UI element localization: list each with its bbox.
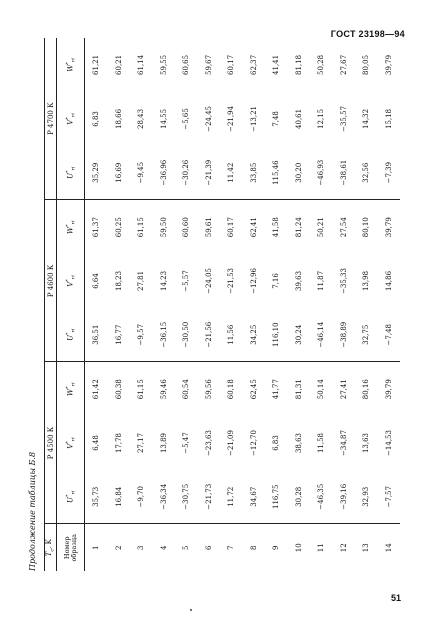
table-cell: 39,63 — [294, 270, 303, 291]
sample-number: 14 — [378, 524, 401, 571]
table-cell: 40,61 — [294, 108, 303, 129]
col-header-v-3: $V^*_{ri}$ — [57, 92, 85, 146]
table-cell: 14,23 — [159, 270, 168, 291]
table-cell: −21,09 — [227, 430, 236, 456]
table-row — [310, 38, 333, 571]
table-cell: 81,18 — [294, 54, 303, 75]
col-header-w-2: $W^*_{ri}$ — [57, 200, 85, 254]
table-cell: 59,67 — [204, 54, 213, 75]
table-cell: −9,70 — [137, 486, 146, 508]
col-header-w-3: $W^*_{ri}$ — [57, 38, 85, 92]
table-cell: 61,42 — [85, 362, 108, 416]
table-cell: −21,39 — [204, 159, 213, 186]
table-cell: 80,10 — [355, 200, 378, 254]
sample-number: 7 — [220, 524, 243, 571]
table-cell: 34,25 — [249, 324, 258, 345]
table-cell: 59,56 — [198, 362, 221, 416]
table-cell: −23,63 — [204, 430, 213, 456]
table-cell: 27,17 — [137, 432, 146, 454]
table-cell: 59,46 — [153, 362, 176, 416]
table-cell: −12,70 — [249, 430, 258, 456]
sample-number: 11 — [310, 524, 333, 571]
table-cell: 59,55 — [159, 54, 168, 75]
table-cell: 59,61 — [198, 200, 221, 254]
table-cell: 36,51 — [92, 324, 101, 345]
table-cell: 41,41 — [272, 54, 281, 75]
sample-number: 6 — [198, 524, 221, 571]
sample-number: 1 — [85, 524, 108, 571]
table-cell: 62,45 — [243, 362, 266, 416]
table-cell: 60,17 — [227, 54, 236, 75]
table-cell: 11,42 — [227, 162, 236, 183]
table-cell: 50,28 — [317, 54, 326, 75]
table-cell: −46,93 — [317, 159, 326, 186]
table-cell: 11,58 — [317, 432, 326, 454]
table-cell: 61,14 — [137, 54, 146, 75]
table-cell: 6,83 — [92, 111, 101, 127]
table-cell: 60,38 — [108, 362, 131, 416]
table-cell: 61,37 — [85, 200, 108, 254]
table-cell: −30,75 — [182, 483, 191, 510]
table-row — [220, 38, 243, 571]
table-cell: −7,48 — [384, 324, 393, 346]
table-cell: 16,84 — [114, 486, 123, 507]
table-cell: 16,69 — [114, 162, 123, 183]
table-cell: 15,18 — [384, 108, 393, 129]
table-row — [85, 38, 108, 571]
table-row — [175, 38, 198, 571]
print-speck — [190, 609, 192, 611]
sample-number: 13 — [355, 524, 378, 571]
table-cell: 11,56 — [227, 324, 236, 345]
table-cell: 62,41 — [243, 200, 266, 254]
sample-number: 4 — [153, 524, 176, 571]
table-cell: 11,72 — [227, 486, 236, 507]
table-cell: 6,48 — [92, 435, 101, 451]
table-cell: 60,60 — [175, 200, 198, 254]
sample-number: 3 — [130, 524, 153, 571]
group-header-4700: Р 4700 К — [45, 38, 57, 200]
table-cell: 60,65 — [182, 54, 191, 75]
table-cell: −21,56 — [204, 321, 213, 348]
table-cell: 60,17 — [220, 200, 243, 254]
table-cell: −38,61 — [339, 159, 348, 186]
table-cell: 116,10 — [272, 322, 281, 347]
table-cell: 80,16 — [355, 362, 378, 416]
table-cell: −24,05 — [204, 268, 213, 294]
table-cell: 30,24 — [294, 324, 303, 345]
table-cell: −46,14 — [317, 321, 326, 348]
table-cell: −7,57 — [384, 486, 393, 508]
table-cell: 41,77 — [265, 362, 288, 416]
table-row — [355, 38, 378, 571]
table-cell: 59,50 — [153, 200, 176, 254]
sample-number: 9 — [265, 524, 288, 571]
sample-number: 12 — [333, 524, 356, 571]
col-header-u-2: $U^*_{ri}$ — [57, 308, 85, 362]
table-cell: 32,56 — [362, 162, 371, 183]
table-cell: 32,75 — [362, 324, 371, 345]
table-row — [265, 38, 288, 571]
tc-header: $T_c$, K — [45, 524, 57, 571]
table-cell: 41,58 — [265, 200, 288, 254]
table-cell: 115,46 — [272, 160, 281, 185]
table-cell: 81,24 — [288, 200, 311, 254]
table-cell: 14,55 — [159, 108, 168, 129]
data-table — [44, 38, 400, 571]
table-cell: 27,41 — [333, 362, 356, 416]
table-cell: 81,31 — [288, 362, 311, 416]
table-cell: 11,87 — [317, 270, 326, 291]
table-cell: −14,53 — [384, 430, 393, 456]
table-cell: 50,21 — [310, 200, 333, 254]
table-cell: 39,79 — [378, 362, 401, 416]
table-cell: −5,47 — [182, 432, 191, 454]
table-row — [198, 38, 221, 571]
table-cell: 62,37 — [249, 54, 258, 75]
sample-number: 10 — [288, 524, 311, 571]
table-cell: 35,73 — [92, 486, 101, 507]
table-row — [153, 38, 176, 571]
sample-number: 8 — [243, 524, 266, 571]
table-cell: 14,32 — [362, 108, 371, 129]
table-row — [378, 38, 401, 571]
table-cell: 28,43 — [137, 108, 146, 129]
table-cell: 12,15 — [317, 108, 326, 129]
table-cell: 50,14 — [310, 362, 333, 416]
table-cell: 60,25 — [108, 200, 131, 254]
table-cell: 7,16 — [272, 273, 281, 289]
table-cell: 27,81 — [137, 270, 146, 291]
table-cell: −13,21 — [249, 105, 258, 132]
table-cell: 61,21 — [92, 54, 101, 75]
table-row — [108, 38, 131, 571]
table-cell: 30,28 — [294, 486, 303, 507]
col-header-u-1: $U^*_{ri}$ — [57, 470, 85, 524]
table-cell: −30,50 — [182, 321, 191, 348]
table-cell: −21,73 — [204, 483, 213, 510]
table-cell: 6,83 — [272, 435, 281, 451]
rotated-table-block — [28, 38, 393, 571]
table-cell: 32,93 — [362, 486, 371, 507]
table-cell: 18,23 — [114, 270, 123, 291]
table-row — [130, 38, 153, 571]
table-cell: −21,53 — [227, 268, 236, 294]
table-cell: −12,96 — [249, 268, 258, 294]
table-caption: Продолжение таблицы Б.8 — [28, 451, 37, 571]
table-cell: 27,67 — [339, 54, 348, 75]
table-cell: 60,21 — [114, 54, 123, 75]
table-cell: 6,64 — [92, 273, 101, 289]
table-cell: 14,86 — [384, 270, 393, 291]
table-cell: 60,18 — [220, 362, 243, 416]
table-cell: −30,26 — [182, 159, 191, 186]
table-cell: −39,16 — [339, 483, 348, 510]
table-cell: 33,85 — [249, 162, 258, 183]
group-header-4600: Р 4600 К — [45, 200, 57, 362]
table-cell: −38,89 — [339, 321, 348, 348]
table-cell: 61,15 — [130, 362, 153, 416]
table-cell: 18,66 — [114, 108, 123, 129]
col-header-v-2: $V^*_{ri}$ — [57, 254, 85, 308]
table-cell: −36,15 — [159, 321, 168, 348]
table-cell: −5,65 — [182, 108, 191, 130]
table-body — [85, 38, 401, 571]
table-cell: 39,79 — [384, 54, 393, 75]
table-row — [243, 38, 266, 571]
col-header-w-1: $W^*_{ri}$ — [57, 362, 85, 416]
table-cell: −35,57 — [339, 105, 348, 132]
table-cell: 13,63 — [362, 432, 371, 454]
sample-number: 5 — [175, 524, 198, 571]
table-cell: 13,98 — [362, 270, 371, 291]
table-cell: −7,39 — [384, 161, 393, 184]
standard-header: ГОСТ 23198—94 — [330, 29, 405, 39]
table-cell: 39,79 — [378, 200, 401, 254]
table-cell: 16,77 — [114, 324, 123, 345]
table-cell: −36,96 — [159, 159, 168, 186]
table-row — [333, 38, 356, 571]
table-cell: −9,45 — [137, 161, 146, 184]
table-cell: −24,45 — [204, 105, 213, 132]
table-cell: −46,35 — [317, 483, 326, 510]
table-row — [288, 38, 311, 571]
sample-number-header: Номер образца — [57, 524, 85, 571]
table-cell: −36,34 — [159, 483, 168, 510]
table-cell: 60,54 — [175, 362, 198, 416]
sample-number: 2 — [108, 524, 131, 571]
group-header-4500: Р 4500 К — [45, 362, 57, 524]
table-cell: 27,54 — [333, 200, 356, 254]
table-cell: 7,48 — [272, 111, 281, 127]
col-header-u-3: $U^*_{ri}$ — [57, 146, 85, 200]
table-cell: 35,29 — [92, 162, 101, 183]
col-header-v-1: $V^*_{ri}$ — [57, 416, 85, 470]
table-cell: 38,63 — [294, 432, 303, 454]
table-cell: −34,87 — [339, 430, 348, 456]
table-cell: −21,94 — [227, 105, 236, 132]
table-cell: 80,05 — [362, 54, 371, 75]
table-cell: 116,75 — [272, 484, 281, 509]
page-number: 51 — [390, 593, 401, 603]
table-cell: 61,15 — [130, 200, 153, 254]
table-cell: 34,67 — [249, 486, 258, 507]
table-cell: −35,33 — [339, 268, 348, 294]
table-cell: 17,78 — [114, 432, 123, 454]
table-cell: 30,20 — [294, 162, 303, 183]
table-cell: 13,89 — [159, 432, 168, 454]
table-cell: −5,57 — [182, 270, 191, 292]
table-cell: −9,57 — [137, 324, 146, 346]
